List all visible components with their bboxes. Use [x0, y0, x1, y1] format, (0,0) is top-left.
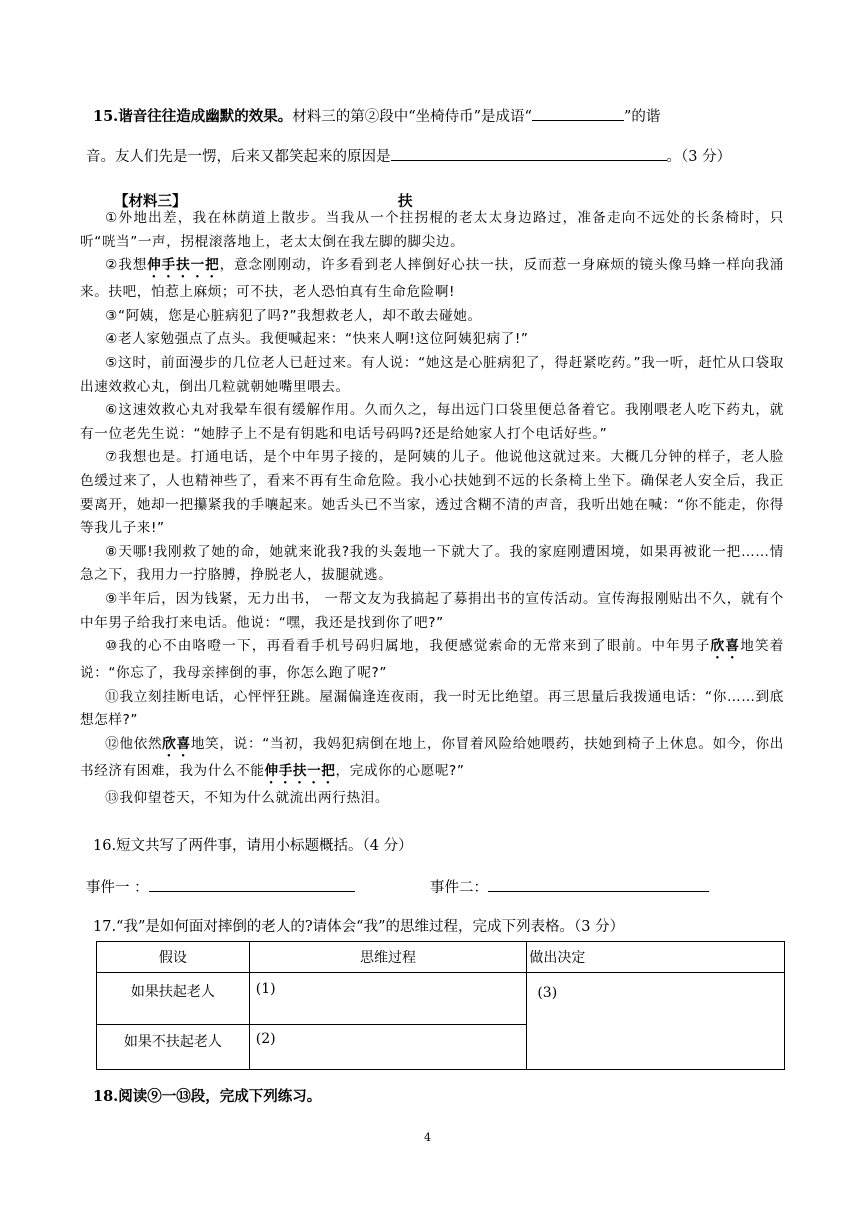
- q15-text-b: ”的谐: [623, 109, 661, 125]
- q15-score: 。（3 分）: [666, 149, 732, 165]
- question-16: 16.短文共写了两件事，请用小标题概括。（4 分）: [93, 838, 413, 854]
- paragraph-6: ⑥这速效救心丸对我晕车很有缓解作用。久而久之，每出远门口袋里便总备着它。我刚喂老人吃下药丸，就有一位老先生说：“她脖子上不是有钥匙和电话号码吗?还是给她家人打个电话好些。”: [80, 402, 784, 442]
- q15-text-c: 音。友人们先是一愣，后来又都笑起来的原因是: [86, 149, 391, 165]
- question-18: 18.阅读⑨一⑬段，完成下列练习。: [93, 1088, 322, 1105]
- paragraph-2: ②我想伸手扶一把，意念刚刚动，许多看到老人摔倒好心扶一扶，反而惹一身麻烦的镜头像马蜂一样向我涌来。扶吧，怕惹上麻烦；可不扶，老人恐怕真有生命危险啊!: [80, 257, 784, 301]
- emphasis-help-hand-2: 伸手扶一把: [264, 762, 336, 779]
- emphasis-joyful: 欣喜: [710, 638, 741, 655]
- question-15-line2: [86, 145, 731, 167]
- header-thinking: 思维过程: [249, 942, 527, 973]
- paragraph-5: ⑤这时，前面漫步的几位老人已赶过来。有人说：“她这是心脏病犯了，得赶紧吃药。”我一听，赶忙从口袋取出速效救心丸，倒出几粒就朝她嘴里喂去。: [80, 354, 784, 395]
- paragraph-7: ⑦我想也是。打通电话，是个中年男子接的，是阿姨的儿子。他说他这就过来。大概几分钟的样子，老人脸色缓过来了，人也精神些了，看来不再有生命危险。我小心扶她到不远的长条椅上坐下。确保老人安全后，我正要离开，她却一把攥紧我的手嚷起来。她舌头已不当家，透过含糊不清的声音，我听出她在喊：“你不能走，你得等我儿子来!”: [80, 449, 784, 537]
- paragraph-13: ⑬我仰望苍天，不知为什么就流出两行热泪。: [105, 789, 390, 806]
- paragraph-8: ⑧天哪!我刚救了她的命，她就来讹我?我的头轰地一下就大了。我的家庭刚遭困境，如果再被讹一把……情急之下，我用力一拧胳膊，挣脱老人，拔腿就逃。: [80, 543, 784, 584]
- question-17: 17.“我”是如何面对摔倒的老人的?请体会“我”的思维过程，完成下列表格。（3 分）: [93, 919, 625, 935]
- material-title: 扶: [398, 193, 413, 210]
- row-help-label: 如果扶起老人: [97, 973, 250, 1025]
- q15-text-a: 材料三的第②段中“坐椅侍币”是成语“: [292, 109, 532, 125]
- header-decision: 做出决定: [527, 942, 785, 973]
- emphasis-joyful-2: 欣喜: [162, 735, 191, 752]
- row-nohelp-answer[interactable]: (2): [249, 1025, 527, 1070]
- row-nohelp-label: 如果不扶起老人: [97, 1025, 250, 1070]
- passage: [80, 207, 784, 810]
- q15-blank-reason[interactable]: [391, 145, 667, 161]
- paragraph-4: ④老人家勉强点了点头。我便喊起来：“快来人啊!这位阿姨犯病了!”: [105, 331, 529, 348]
- paragraph-3: ③“阿姨，您是心脏病犯了吗?”我想救老人，却不敢去碰她。: [105, 307, 482, 324]
- paragraph-10: ⑩我的心不由咯噔一下，再看看手机号码归属地，我便感觉索命的无常来到了眼前。中年男子欣喜地笑着说：“你忘了，我母亲摔倒的事，你怎么跑了呢?”: [80, 638, 784, 682]
- decision-answer[interactable]: (3): [527, 973, 785, 1070]
- row-help-answer[interactable]: (1): [249, 973, 527, 1025]
- thinking-table: [96, 941, 785, 1070]
- q15-lead: 15.谐音往往造成幽默的效果。: [93, 108, 293, 125]
- paragraph-11: ⑪我立刻挂断电话，心怦怦狂跳。屋漏偏逢连夜雨，我一时无比绝望。再三思量后我拨通电话：“你……到底想怎样?”: [80, 688, 784, 729]
- table-header-row: [97, 942, 785, 973]
- event-1-blank[interactable]: [149, 876, 355, 892]
- header-assumption: 假设: [97, 942, 250, 973]
- paragraph-9: ⑨半年后，因为钱紧，无力出书， 一帮文友为我搞起了募捐出书的宣传活动。宣传海报刚贴出不久，就有个中年男子给我打来电话。他说：“嘿，我还是找到你了吧?”: [80, 590, 784, 631]
- event-1-label: 事件一 ：: [86, 880, 149, 896]
- event-2-blank[interactable]: [488, 876, 709, 892]
- event-2-row: [430, 876, 709, 898]
- question-15-line1: [93, 105, 660, 127]
- page-number: 4: [424, 1131, 431, 1144]
- event-2-label: 事件二：: [430, 880, 488, 896]
- paragraph-12: ⑫他依然欣喜地笑，说：“当初，我妈犯病倒在地上，你冒着风险给她喂药，扶她到椅子上休息。如今，你出书经济有困难，我为什么不能伸手扶一把，完成你的心愿呢?”: [80, 735, 784, 779]
- q15-blank-idiom[interactable]: [532, 105, 624, 121]
- material-label: 【材料三】: [114, 193, 187, 210]
- emphasis-help-hand: 伸手扶一把: [147, 257, 220, 274]
- table-row-help: [97, 973, 785, 1025]
- event-1-row: [86, 876, 355, 898]
- paragraph-1: ①外地出差，我在林荫道上散步。当我从一个拄拐棍的老太太身边路过，准备走向不远处的长条椅时，只听“咣当”一声，拐棍滚落地上，老太太倒在我左脚的脚尖边。: [80, 210, 784, 250]
